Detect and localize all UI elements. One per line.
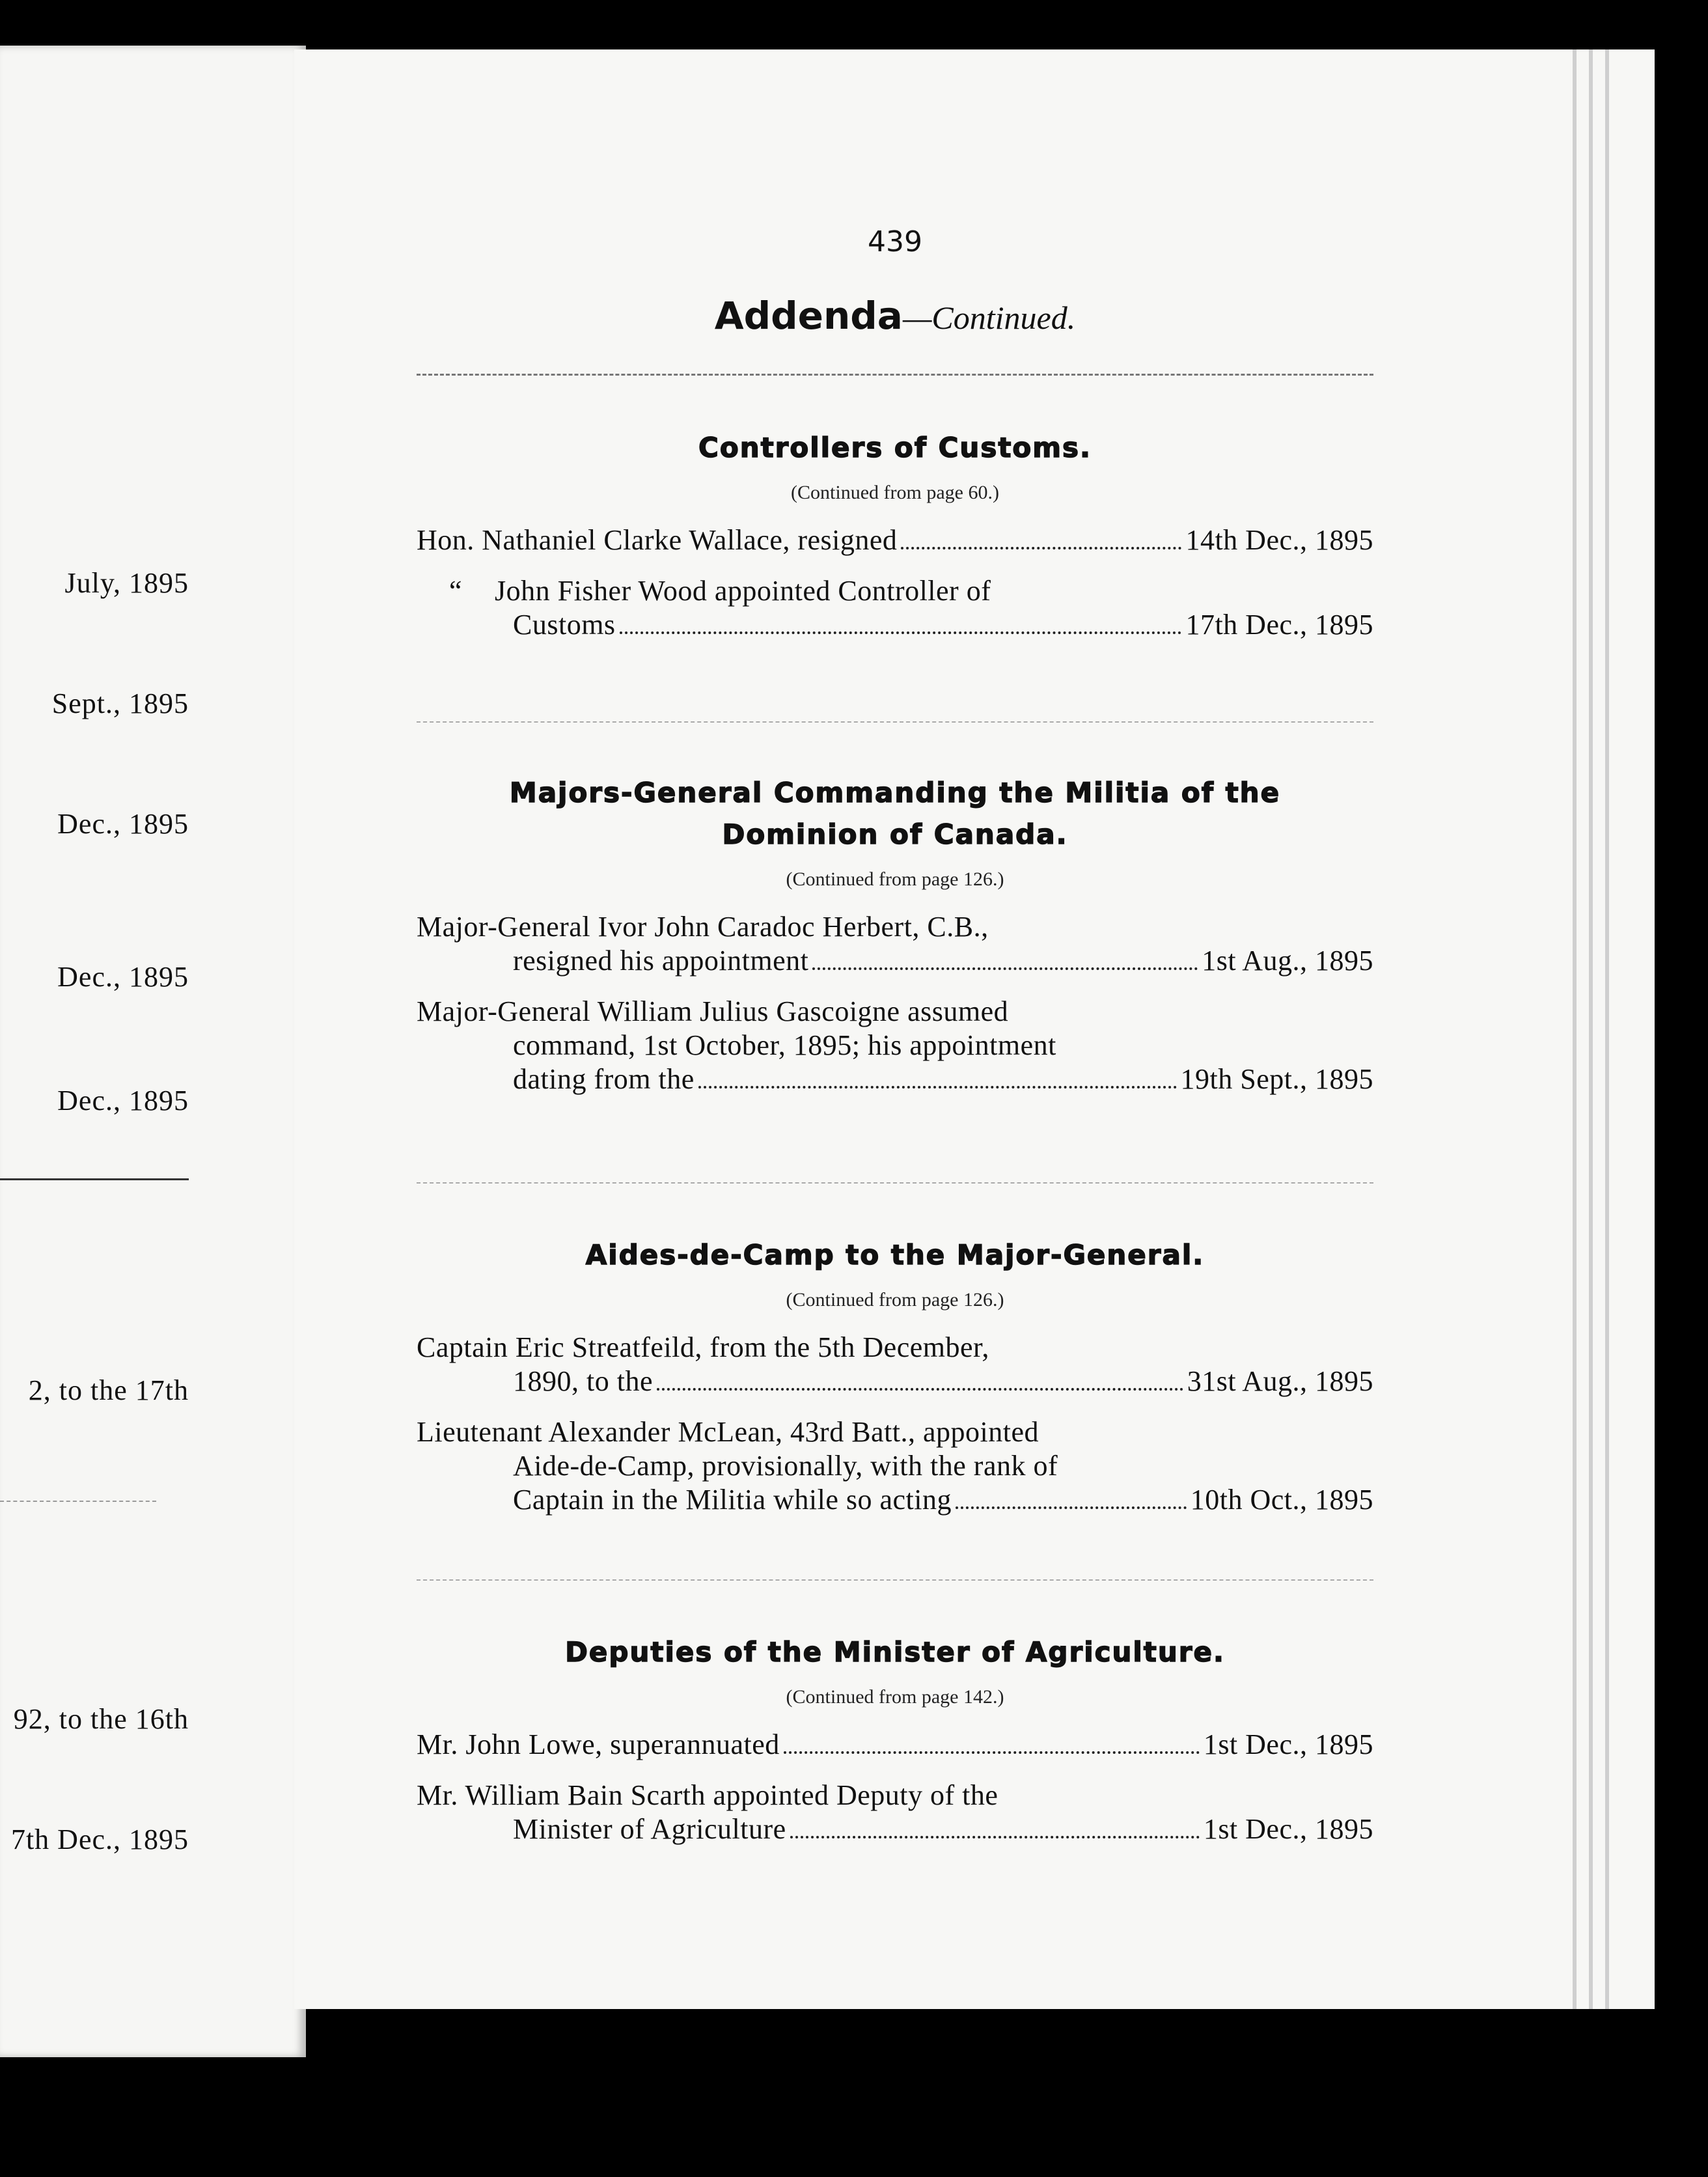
entry [417,1728,1373,1762]
entry-text: command, 1st October, 1895; his appointment [513,1029,1056,1061]
entry-date: 14th Dec., 1895 [1185,524,1373,556]
entry [417,574,1373,642]
entry-text: John Fisher Wood appointed Controller of [495,575,991,607]
entry-text: Captain Eric Streatfeild, from the 5th December, [417,1331,989,1363]
entry-date: 1st Aug., 1895 [1202,945,1373,977]
section-deputies-agriculture [417,1631,1373,1863]
section-divider [417,1579,1373,1581]
dot-leader [620,631,1182,634]
entry-date: 1st Dec., 1895 [1203,1813,1373,1845]
dot-leader [784,1751,1200,1754]
entry [417,1415,1373,1517]
entry-date: 19th Sept., 1895 [1180,1063,1373,1095]
entry-text: Major-General Ivor John Caradoc Herbert, C.B., [417,911,989,943]
entry-date: 1st Dec., 1895 [1203,1728,1373,1760]
right-page [294,49,1655,2009]
section-controllers-of-customs [417,427,1373,659]
entry-text: Mr. John Lowe, superannuated [417,1728,780,1760]
section-majors-general [417,772,1373,1113]
left-page-rule [0,1501,156,1502]
entry-line [417,1365,1373,1398]
entry-line [417,1483,1373,1517]
entry-date: 17th Dec., 1895 [1185,609,1373,641]
section-note: (Continued from page 126.) [786,868,1004,890]
entry-text: Customs [513,609,616,641]
dot-leader [901,547,1181,549]
entry-line [417,523,1373,557]
section-note: (Continued from page 126.) [786,1289,1004,1310]
page-edge [1589,49,1593,2009]
entry-date: 31st Aug., 1895 [1187,1365,1373,1397]
left-page-fragment: Dec., 1895 [57,1085,189,1116]
left-page-fragment: 7th Dec., 1895 [10,1823,189,1855]
entry-line [417,944,1373,978]
entry-text: Major-General William Julius Gascoigne assumed [417,995,1009,1027]
entry-line [417,1331,1373,1365]
entry-line [417,1415,1373,1449]
section-divider [417,721,1373,723]
page-heading [417,294,1373,338]
section-divider [417,374,1373,376]
entry-line [417,1449,1373,1483]
entry [417,1331,1373,1398]
entry-text: Hon. Nathaniel Clarke Wallace, resigned [417,524,898,556]
left-page-fragment: 92, to the 16th [13,1703,189,1735]
entry-line [417,1029,1373,1062]
left-page [0,46,306,2057]
entry [417,523,1373,557]
entry [417,995,1373,1096]
left-page-fragment: Sept., 1895 [51,687,189,719]
page-number: 439 [868,225,922,258]
ditto-mark: “ [448,575,463,607]
entry-text: Aide-de-Camp, provisionally, with the rank of [513,1450,1058,1482]
entry-date: 10th Oct., 1895 [1190,1484,1373,1516]
entry-text: Mr. William Bain Scarth appointed Deputy of the [417,1779,999,1811]
entry-text: 1890, to the [513,1365,653,1397]
entry-line [417,1812,1373,1846]
entry-line [417,1779,1373,1812]
section-aides-de-camp [417,1234,1373,1534]
entry-line [417,574,1373,608]
entry-line [417,910,1373,944]
page-edge [1573,49,1577,2009]
entry-text: Minister of Agriculture [513,1813,786,1845]
section-title: Aides-de-Camp to the Major-General. [585,1239,1205,1271]
dot-leader [956,1506,1187,1509]
left-page-rule [0,1178,189,1180]
entry-text: Captain in the Militia while so acting [513,1484,952,1516]
entry-line [417,608,1373,642]
section-title: Deputies of the Minister of Agriculture. [565,1636,1225,1668]
heading-title: Addenda [714,294,903,338]
entry-line [417,1062,1373,1096]
heading-suffix: —Continued. [902,299,1076,336]
entry [417,910,1373,978]
section-title: Dominion of Canada. [722,818,1068,850]
left-page-fragment: July, 1895 [64,567,189,599]
entry-text: dating from the [513,1063,695,1095]
left-page-fragment: 2, to the 17th [28,1374,189,1406]
dot-leader [698,1086,1177,1088]
dot-leader [790,1836,1200,1838]
entry [417,1779,1373,1846]
dot-leader [812,967,1198,970]
section-note: (Continued from page 60.) [791,482,999,503]
entry-line [417,1728,1373,1762]
page-edge [1605,49,1609,2009]
section-note: (Continued from page 142.) [786,1686,1004,1708]
section-title: Controllers of Customs. [698,432,1092,464]
left-page-fragment: Dec., 1895 [57,808,189,840]
dot-leader [657,1388,1183,1391]
entry-text: Lieutenant Alexander McLean, 43rd Batt., appointed [417,1416,1040,1448]
left-page-fragment: Dec., 1895 [57,961,189,993]
entry-text: resigned his appointment [513,945,809,977]
section-title: Majors-General Commanding the Militia of the [509,777,1281,809]
entry-line [417,995,1373,1029]
section-divider [417,1182,1373,1184]
